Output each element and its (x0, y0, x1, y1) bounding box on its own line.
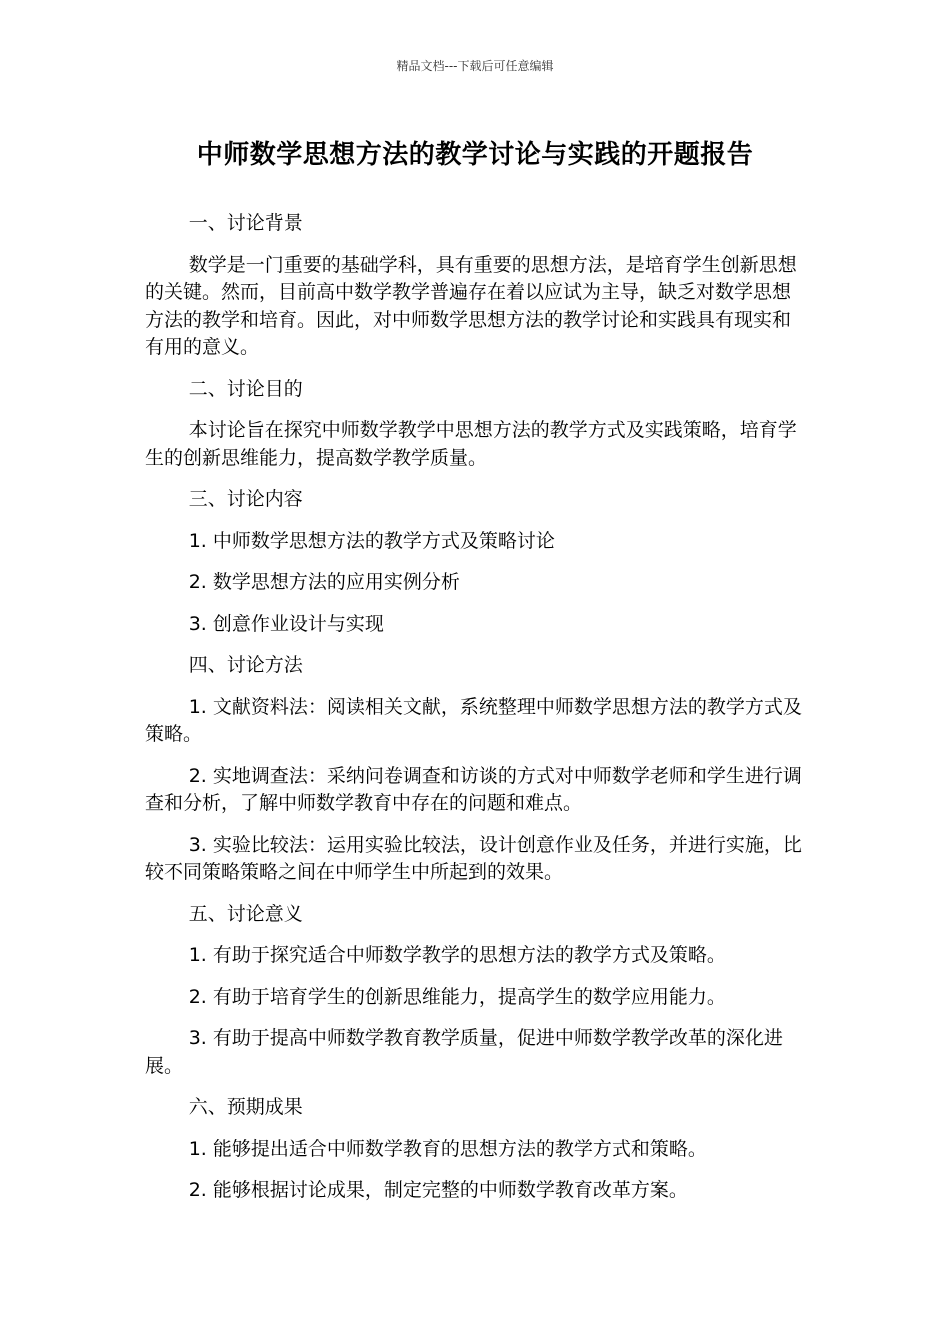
list-item-content-2: 2. 数学思想方法的应用实例分析 (188, 571, 460, 593)
paragraph-purpose: 本讨论旨在探究中师数学教学中思想方法的教学方式及实践策略，培育学生的创新思维能力，提高数学教学质量。 (145, 419, 797, 469)
document-title: 中师数学思想方法的教学讨论与实践的开题报告 (196, 140, 754, 170)
list-item-significance-1: 1. 有助于探究适合中师数学教学的思想方法的教学方式及策略。 (188, 944, 726, 966)
list-item-content-1: 1. 中师数学思想方法的教学方式及策略讨论 (188, 529, 555, 552)
section-heading-content: 三、讨论内容 (188, 488, 303, 510)
list-item-outcomes-1: 1. 能够提出适合中师数学教育的思想方法的教学方式和策略。 (188, 1137, 707, 1160)
list-item-method-3: 3. 实验比较法：运用实验比较法，设计创意作业及任务，并进行实施，比较不同策略策略之间在中师学生中所起到的效果。 (145, 833, 802, 883)
list-item-significance-3: 3. 有助于提高中师数学教育教学质量，促进中师数学教学改革的深化进展。 (145, 1027, 783, 1077)
list-item-method-2: 2. 实地调查法：采纳问卷调查和访谈的方式对中师数学老师和学生进行调查和分析，了解中师数学教育中存在的问题和难点。 (145, 764, 802, 814)
header-note: 精品文档---下载后可任意编辑 (396, 59, 554, 73)
document-body (145, 210, 805, 1219)
list-item-content-3: 3. 创意作业设计与实现 (188, 612, 384, 635)
list-item-method-1: 1. 文献资料法：阅读相关文献，系统整理中师数学思想方法的教学方式及策略。 (145, 695, 802, 745)
section-heading-background: 一、讨论背景 (188, 212, 303, 234)
list-item-outcomes-2: 2. 能够根据讨论成果，制定完整的中师数学教育改革方案。 (188, 1179, 688, 1201)
section-heading-method: 四、讨论方法 (188, 654, 303, 676)
section-heading-purpose: 二、讨论目的 (188, 377, 303, 400)
section-heading-significance: 五、讨论意义 (188, 902, 303, 925)
section-heading-outcomes: 六、预期成果 (188, 1096, 303, 1118)
paragraph-background: 数学是一门重要的基础学科，具有重要的思想方法，是培育学生创新思想的关键。然而，目前高中数学教学普遍存在着以应试为主导，缺乏对数学思想方法的教学和培育。因此，对中师数学思想方法的教学讨论和实践具有现实和有用的意义。 (145, 253, 797, 358)
list-item-significance-2: 2. 有助于培育学生的创新思维能力，提高学生的数学应用能力。 (188, 985, 726, 1008)
